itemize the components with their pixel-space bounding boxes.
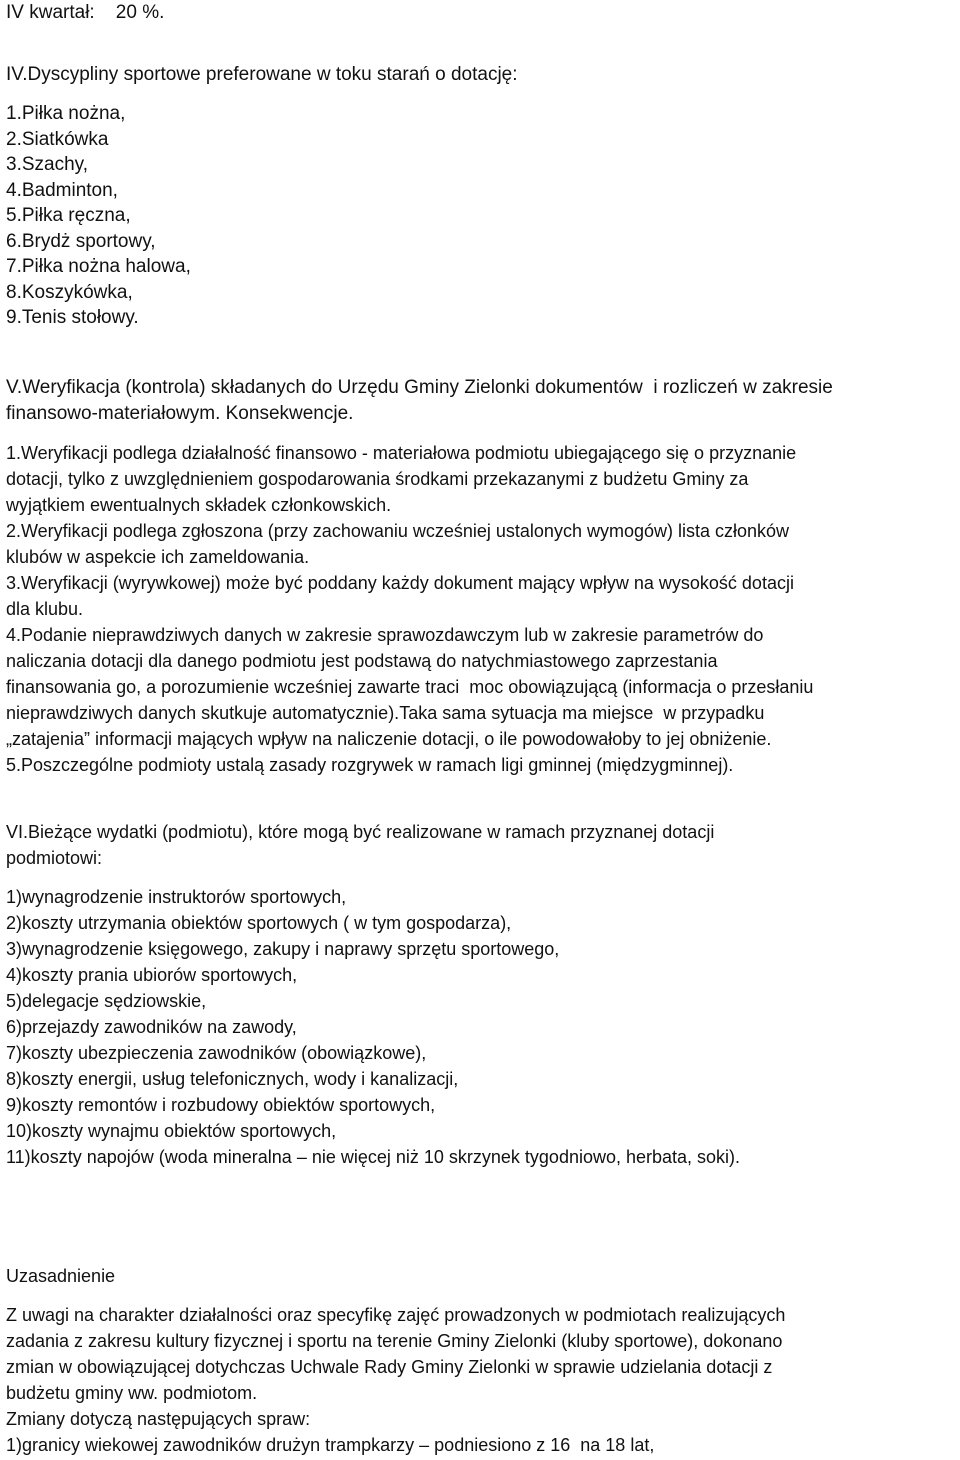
list-item: 2.Siatkówka bbox=[6, 128, 109, 150]
paragraph-line: 1.Weryfikacji podlega działalność finansowo - materiałowa podmiotu ubiegającego się o przyznanie bbox=[6, 443, 797, 463]
list-item: 5)delegacje sędziowskie, bbox=[6, 991, 207, 1011]
paragraph-line: 3.Weryfikacji (wyrywkowej) może być poddany każdy dokument mający wpływ na wysokość dotacji bbox=[6, 573, 794, 593]
paragraph-line: finansowania go, a porozumienie wcześniej zawarte traci moc obowiązującą (informacja o przesłaniu bbox=[6, 677, 814, 697]
paragraph-line: budżetu gminy ww. podmiotom. bbox=[6, 1383, 258, 1403]
list-item: 5.Piłka ręczna, bbox=[6, 205, 131, 226]
paragraph-line: zadania z zakresu kultury fizycznej i sportu na terenie Gminy Zielonki (kluby sportowe), dokonano bbox=[6, 1331, 783, 1351]
list-item: 9.Tenis stołowy. bbox=[6, 307, 139, 328]
paragraph-line: Zmiany dotyczą następujących spraw: bbox=[6, 1409, 311, 1429]
paragraph-line: „zatajenia” informacji mających wpływ na naliczenie dotacji, o ile powodowałoby to jej obniżenie. bbox=[6, 729, 772, 749]
paragraph-line: 5.Poszczególne podmioty ustalą zasady rozgrywek w ramach ligi gminnej (międzygminnej). bbox=[6, 755, 734, 775]
paragraph-line: 2.Weryfikacji podlega zgłoszona (przy zachowaniu wcześniej ustalonych wymogów) lista członków bbox=[6, 521, 790, 541]
paragraph-line: zmian w obowiązującej dotychczas Uchwale Rady Gminy Zielonki w sprawie udzielania dotacji z bbox=[6, 1357, 773, 1377]
section-v-body bbox=[6, 440, 813, 778]
heading-line: V.Weryfikacja (kontrola) składanych do Urzędu Gminy Zielonki dokumentów i rozliczeń w zakresie bbox=[6, 377, 833, 398]
list-item: 1)wynagrodzenie instruktorów sportowych, bbox=[6, 887, 347, 907]
list-item: 8)koszty energii, usług telefonicznych, wody i kanalizacji, bbox=[6, 1069, 459, 1089]
list-item: 3.Szachy, bbox=[6, 154, 89, 175]
justification-heading-text: Uzasadnienie bbox=[6, 1266, 116, 1286]
section-iv-heading-text: IV.Dyscypliny sportowe preferowane w toku starań o dotację: bbox=[6, 64, 518, 85]
heading-line: VI.Bieżące wydatki (podmiotu), które mogą być realizowane w ramach przyznanej dotacji bbox=[6, 822, 715, 842]
paragraph-line: wyjątkiem ewentualnych składek członkowskich. bbox=[6, 495, 392, 515]
justification-heading bbox=[6, 1263, 115, 1289]
list-item: 7)koszty ubezpieczenia zawodników (obowiązkowe), bbox=[6, 1043, 427, 1063]
section-vi-heading bbox=[6, 819, 714, 871]
section-v-heading bbox=[6, 375, 833, 427]
list-item: 6.Brydż sportowy, bbox=[6, 230, 156, 252]
section-iv-list bbox=[6, 101, 191, 331]
list-item: 8.Koszykówka, bbox=[6, 281, 133, 303]
section-vi-list bbox=[6, 884, 740, 1170]
paragraph-line: Z uwagi na charakter działalności oraz specyfikę zajęć prowadzonych w podmiotach realizujących bbox=[6, 1305, 786, 1325]
quarter-line bbox=[6, 0, 164, 26]
paragraph-line: dotacji, tylko z uwzględnieniem gospodarowania środkami przekazanymi z budżetu Gminy za bbox=[6, 469, 749, 489]
list-item: 9)koszty remontów i rozbudowy obiektów sportowych, bbox=[6, 1095, 436, 1115]
list-item: 4)koszty prania ubiorów sportowych, bbox=[6, 965, 298, 985]
list-item: 4.Badminton, bbox=[6, 179, 118, 201]
list-item: 1.Piłka nożna, bbox=[6, 103, 126, 124]
heading-line: podmiotowi: bbox=[6, 848, 103, 868]
list-item: 11)koszty napojów (woda mineralna – nie więcej niż 10 skrzynek tygodniowo, herbata, soki). bbox=[6, 1147, 741, 1167]
paragraph-line: 4.Podanie nieprawdziwych danych w zakresie sprawozdawczym lub w zakresie parametrów do bbox=[6, 625, 764, 645]
quarter-text: IV kwartał: 20 %. bbox=[6, 2, 165, 23]
section-iv-heading bbox=[6, 62, 518, 88]
paragraph-line: dla klubu. bbox=[6, 599, 84, 619]
paragraph-line: 1)granicy wiekowej zawodników drużyn trampkarzy – podniesiono z 16 na 18 lat, bbox=[6, 1435, 655, 1455]
list-item: 3)wynagrodzenie księgowego, zakupy i naprawy sprzętu sportowego, bbox=[6, 939, 560, 959]
paragraph-line: klubów w aspekcie ich zameldowania. bbox=[6, 547, 310, 567]
list-item: 6)przejazdy zawodników na zawody, bbox=[6, 1017, 297, 1037]
list-item: 7.Piłka nożna halowa, bbox=[6, 256, 191, 277]
paragraph-line: nieprawdziwych danych skutkuje automatycznie).Taka sama sytuacja ma miejsce w przypadku bbox=[6, 703, 765, 723]
paragraph-line: naliczania dotacji dla danego podmiotu jest podstawą do natychmiastowego zaprzestania bbox=[6, 651, 718, 671]
list-item: 2)koszty utrzymania obiektów sportowych ( w tym gospodarza), bbox=[6, 913, 512, 933]
heading-line: finansowo-materiałowym. Konsekwencje. bbox=[6, 403, 354, 424]
justification-body bbox=[6, 1302, 785, 1458]
list-item: 10)koszty wynajmu obiektów sportowych, bbox=[6, 1121, 337, 1141]
